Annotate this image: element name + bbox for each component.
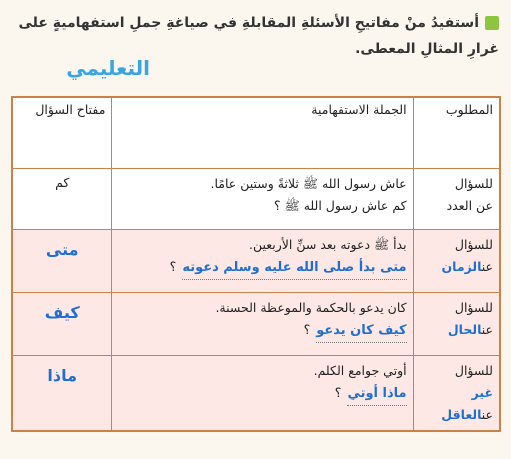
table-row: [12, 293, 500, 356]
row-question: بدأ ﷺ دعوته بعد سنِّ الأربعين. متى بدأ صلى الله عليه وسلم دعوته؟: [112, 230, 413, 293]
answer-input[interactable]: متى بدأ صلى الله عليه وسلم دعوته: [182, 260, 407, 275]
row-key: متى: [12, 230, 112, 293]
table-row: [12, 169, 500, 230]
row-key: ماذا: [12, 356, 112, 432]
answer-input[interactable]: ماذا أوتي: [347, 386, 407, 401]
instruction: [12, 10, 499, 62]
row-required: للسؤال عن العدد: [413, 169, 500, 230]
logo: التعليمي: [66, 56, 150, 80]
pencil-icon: [485, 16, 499, 30]
row-required: للسؤال عنالحال: [413, 293, 500, 356]
table-row: [12, 230, 500, 293]
row-question: كان يدعو بالحكمة والموعظة الحسنة. كيف كان يدعو؟: [112, 293, 413, 356]
row-question: [112, 169, 413, 230]
header-question: الجملة الاستفهامية: [112, 97, 413, 169]
header-key: مفتاح السؤال: [12, 97, 112, 169]
exercise-table: [11, 96, 501, 432]
row-key: كيف: [12, 293, 112, 356]
instruction-text: أستفيدُ منْ مفاتيحِ الأسئلةِ المقابلةِ في صياغةِ جملِ استفهاميةٍ على غرارِ المثالِ المعطى.: [18, 15, 499, 57]
header-required: المطلوب: [413, 97, 500, 169]
table-header-row: [12, 97, 500, 169]
statement: كان يدعو بالحكمة والموعظة الحسنة.: [215, 300, 407, 315]
table-row: [12, 356, 500, 432]
statement: بدأ ﷺ دعوته بعد سنِّ الأربعين.: [248, 237, 407, 252]
statement: عاش رسول الله ﷺ ثلاثةً وستين عامًا.: [210, 176, 407, 191]
answer-input[interactable]: كيف كان يدعو: [316, 323, 407, 338]
row-question: أوتي جوامع الكلم. ماذا أوتي؟: [112, 356, 413, 432]
row-required: للسؤال عنالزمان: [413, 230, 500, 293]
row-required: للسؤال غير عنالعاقل: [413, 356, 500, 432]
row-key: كم: [12, 169, 112, 230]
question: كم عاش رسول الله ﷺ ؟: [274, 198, 407, 213]
statement: أوتي جوامع الكلم.: [313, 363, 407, 378]
